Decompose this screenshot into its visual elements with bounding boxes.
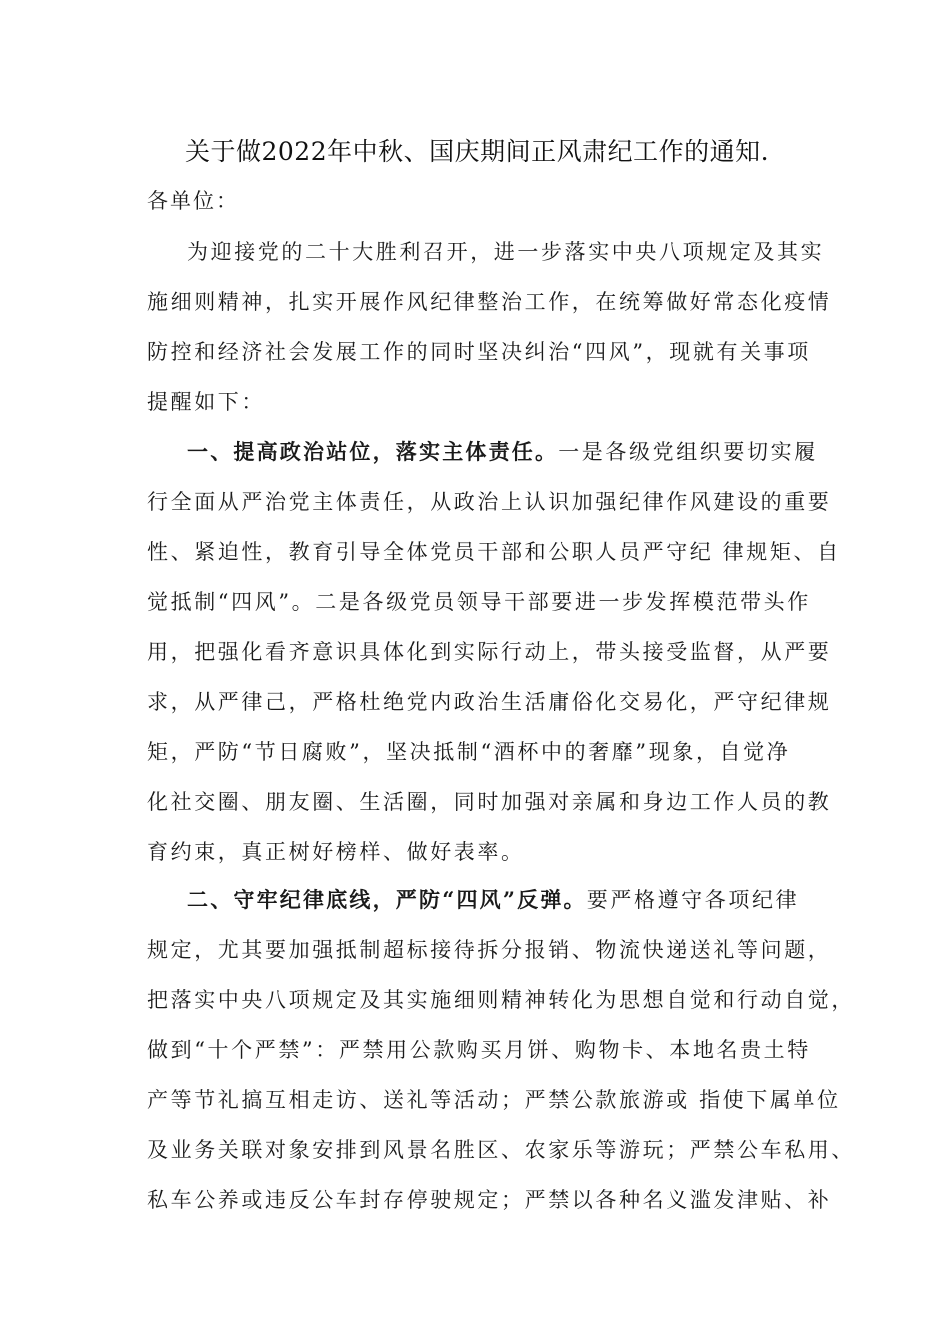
section2-first-line-rest: 要严格遵守各项纪律	[586, 888, 800, 912]
section2-line: 规定，尤其要加强抵制超标接待拆分报销、物流快递送礼等问题，	[147, 938, 832, 962]
section2-first-line	[187, 882, 799, 918]
section1-line: 性、紧迫性，教育引导全体党员干部和公职人员严守纪 律规矩、自	[147, 540, 841, 564]
section1-first-line	[187, 434, 818, 470]
section1-heading: 一、提高政治站位，落实主体责任。	[187, 439, 559, 464]
intro-line: 为迎接党的二十大胜利召开，进一步落实中央八项规定及其实	[187, 240, 825, 264]
intro-line: 施细则精神，扎实开展作风纪律整治工作，在统筹做好常态化疫情	[147, 290, 832, 314]
section1-line: 行全面从严治党主体责任，从政治上认识加强纪律作风建设的重要	[147, 490, 832, 514]
section1-line: 化社交圈、朋友圈、生活圈，同时加强对亲属和身边工作人员的教	[147, 790, 832, 814]
section1-first-line-rest: 一是各级党组织要切实履	[558, 440, 818, 464]
section1-line: 觉抵制“四风”。二是各级党员领导干部要进一步发挥模范带头作	[147, 590, 811, 614]
salutation: 各单位：	[147, 189, 239, 213]
section2-line: 把落实中央八项规定及其实施细则精神转化为思想自觉和行动自觉，	[147, 988, 855, 1012]
section2-line: 做到“十个严禁”：严禁用公款购买月饼、购物卡、本地名贵土特	[147, 1038, 811, 1062]
section2-line: 及业务关联对象安排到风景名胜区、农家乐等游玩；严禁公车私用、	[147, 1138, 855, 1162]
section1-line: 用，把强化看齐意识具体化到实际行动上，带头接受监督，从严要	[147, 640, 832, 664]
intro-line: 防控和经济社会发展工作的同时坚决纠治“四风”，现就有关事项	[147, 340, 811, 364]
intro-line: 提醒如下：	[147, 390, 265, 414]
section1-line: 求，从严律己，严格杜绝党内政治生活庸俗化交易化，严守纪律规	[147, 690, 832, 714]
section1-line: 矩，严防“节日腐败”，坚决抵制“酒杯中的奢靡”现象，自觉净	[147, 740, 791, 764]
section2-line: 产等节礼搞互相走访、送礼等活动；严禁公款旅游或 指使下属单位	[147, 1088, 841, 1112]
section2-heading: 二、守牢纪律底线，严防“四风”反弹。	[187, 887, 587, 912]
section1-line: 育约束，真正树好榜样、做好表率。	[147, 840, 525, 864]
section2-line: 私车公养或违反公车封存停驶规定；严禁以各种名义滥发津贴、补	[147, 1188, 832, 1212]
document-title: 关于做2022年中秋、国庆期间正风肃纪工作的通知.	[185, 137, 770, 166]
